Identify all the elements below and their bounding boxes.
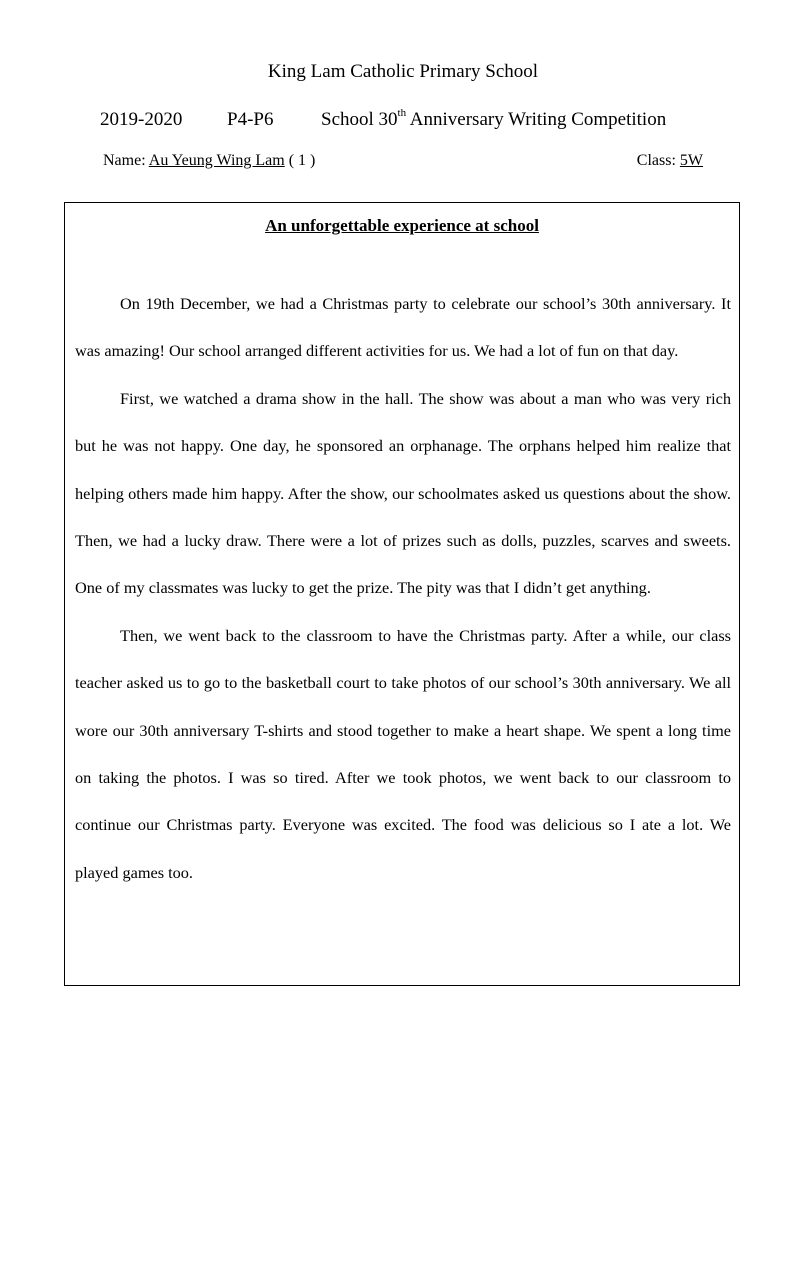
grade-level: P4-P6	[227, 109, 274, 130]
competition-title-superscript: th	[397, 107, 407, 119]
school-name: King Lam Catholic Primary School	[267, 61, 539, 82]
essay-body	[75, 280, 731, 896]
class-value: 5W	[679, 152, 703, 169]
essay-paragraph: On 19th December, we had a Christmas party to celebrate our school’s 30th anniversary. It was amazing! Our school arranged different activities for us. We had a lot of fun on that day.	[75, 294, 731, 361]
class-label: Class:	[636, 152, 680, 169]
name-label: Name:	[103, 152, 149, 169]
student-name	[103, 150, 315, 172]
essay-paragraph: Then, we went back to the classroom to have the Christmas party. After a while, our class teacher asked us to go to the basketball court to take photos of our school’s 30th anniversary. We all wore our 30th anniversary T-shirts and stood together to make a heart shape. We spent a long time on taking the photos. I was so tired. After we took photos, we went back to our classroom to continue our Christmas party. Everyone was excited. The food was delicious so I ate a lot. We played games too.	[75, 625, 731, 882]
essay-title: An unforgettable experience at school	[265, 216, 539, 235]
student-number: ( 1 )	[284, 152, 316, 169]
name-value: Au Yeung Wing Lam	[148, 152, 285, 169]
student-info	[103, 150, 703, 172]
essay-paragraph: First, we watched a drama show in the hall. The show was about a man who was very rich but he was not happy. One day, he sponsored an orphanage. The orphans helped him realize that helping others made him happy. After the show, our schoolmates asked us questions about the show. Then, we had a lucky draw. There were a lot of prizes such as dolls, puzzles, scarves and sweets. One of my classmates was lucky to get the prize. The pity was that I didn’t get anything.	[75, 388, 731, 598]
competition-title-prefix: School 30	[321, 109, 398, 130]
student-class	[637, 150, 703, 172]
school-year: 2019-2020	[100, 109, 183, 130]
competition-title-suffix: Anniversary Writing Competition	[406, 109, 667, 130]
competition-title	[321, 107, 666, 135]
